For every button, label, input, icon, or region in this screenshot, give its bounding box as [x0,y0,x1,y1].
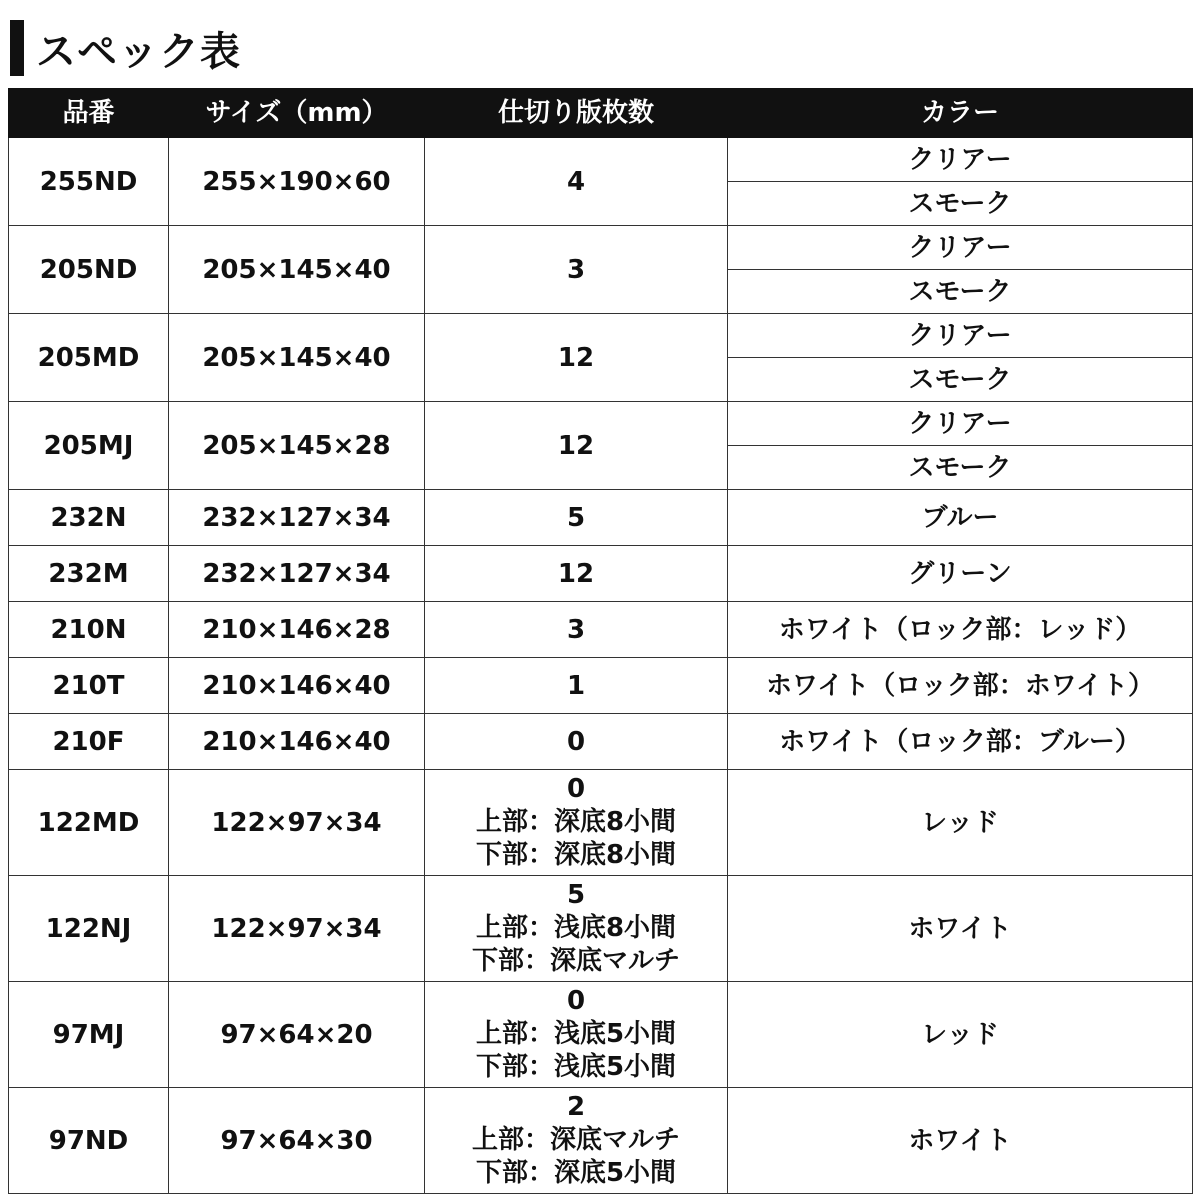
cell-color: ホワイト [728,876,1193,982]
cell-model: 122MD [9,770,169,876]
cell-model: 122NJ [9,876,169,982]
cell-size: 122×97×34 [169,770,425,876]
cell-color: グリーン [728,546,1193,602]
cell-size: 232×127×34 [169,490,425,546]
cell-color [728,226,1193,314]
divider-count: 0 [566,986,586,1016]
color-option: クリアー [908,320,1012,351]
divider-upper: 上部：浅底5小間 [475,1019,677,1049]
cell-color: ホワイト（ロック部：ホワイト） [728,658,1193,714]
table-row [9,1088,1193,1194]
cell-size: 232×127×34 [169,546,425,602]
cell-model: 210N [9,602,169,658]
cell-color: レッド [728,982,1193,1088]
cell-model: 210T [9,658,169,714]
cell-dividers [425,982,728,1088]
cell-model: 255ND [9,138,169,226]
table-row [9,314,1193,402]
cell-dividers: 3 [425,602,728,658]
cell-color [728,314,1193,402]
divider-count: 5 [566,880,586,910]
header-dividers: 仕切り版枚数 [425,89,728,138]
color-option: スモーク [728,181,1192,225]
cell-dividers [425,876,728,982]
cell-color: ホワイト（ロック部：ブルー） [728,714,1193,770]
cell-color: レッド [728,770,1193,876]
cell-dividers [425,770,728,876]
title-accent-bar [10,20,24,76]
table-row [9,490,1193,546]
cell-color: ホワイト（ロック部：レッド） [728,602,1193,658]
divider-lower: 下部：深底8小間 [475,840,677,870]
page-title: スペック表 [36,28,241,75]
cell-size: 97×64×20 [169,982,425,1088]
cell-size: 122×97×34 [169,876,425,982]
color-option: スモーク [728,357,1192,401]
cell-dividers: 12 [425,314,728,402]
color-option: クリアー [908,232,1012,263]
divider-count: 2 [566,1092,586,1122]
cell-size: 97×64×30 [169,1088,425,1194]
cell-model: 205MD [9,314,169,402]
divider-lower: 下部：深底5小間 [475,1158,677,1188]
cell-size: 205×145×28 [169,402,425,490]
table-row [9,226,1193,314]
table-row [9,982,1193,1088]
divider-lower: 下部：深底マルチ [471,946,680,976]
cell-dividers [425,1088,728,1194]
cell-color [728,402,1193,490]
color-option: クリアー [908,408,1012,439]
cell-model: 232M [9,546,169,602]
table-row [9,876,1193,982]
table-row [9,714,1193,770]
table-row [9,546,1193,602]
color-option: クリアー [908,144,1012,175]
divider-upper: 上部：浅底8小間 [475,913,677,943]
header-size: サイズ（mm） [169,89,425,138]
cell-size: 205×145×40 [169,226,425,314]
divider-lower: 下部：浅底5小間 [475,1052,677,1082]
header-color: カラー [728,89,1193,138]
cell-dividers: 3 [425,226,728,314]
spec-table [8,88,1193,1194]
table-row [9,402,1193,490]
color-option: スモーク [728,445,1192,489]
cell-model: 205ND [9,226,169,314]
divider-upper: 上部：深底8小間 [475,807,677,837]
cell-size: 210×146×28 [169,602,425,658]
cell-size: 210×146×40 [169,658,425,714]
cell-size: 210×146×40 [169,714,425,770]
header-model: 品番 [9,89,169,138]
color-option: スモーク [728,269,1192,313]
cell-dividers: 0 [425,714,728,770]
page-title-block [10,20,241,76]
cell-model: 97MJ [9,982,169,1088]
cell-size: 255×190×60 [169,138,425,226]
cell-dividers: 12 [425,402,728,490]
table-header-row [9,89,1193,138]
cell-model: 205MJ [9,402,169,490]
cell-model: 97ND [9,1088,169,1194]
cell-dividers: 4 [425,138,728,226]
cell-model: 210F [9,714,169,770]
cell-color: ホワイト [728,1088,1193,1194]
table-row [9,658,1193,714]
divider-count: 0 [566,774,586,804]
cell-color [728,138,1193,226]
cell-dividers: 12 [425,546,728,602]
table-row [9,602,1193,658]
cell-color: ブルー [728,490,1193,546]
divider-upper: 上部：深底マルチ [471,1125,680,1155]
cell-size: 205×145×40 [169,314,425,402]
table-row [9,138,1193,226]
cell-dividers: 1 [425,658,728,714]
cell-dividers: 5 [425,490,728,546]
cell-model: 232N [9,490,169,546]
table-row [9,770,1193,876]
